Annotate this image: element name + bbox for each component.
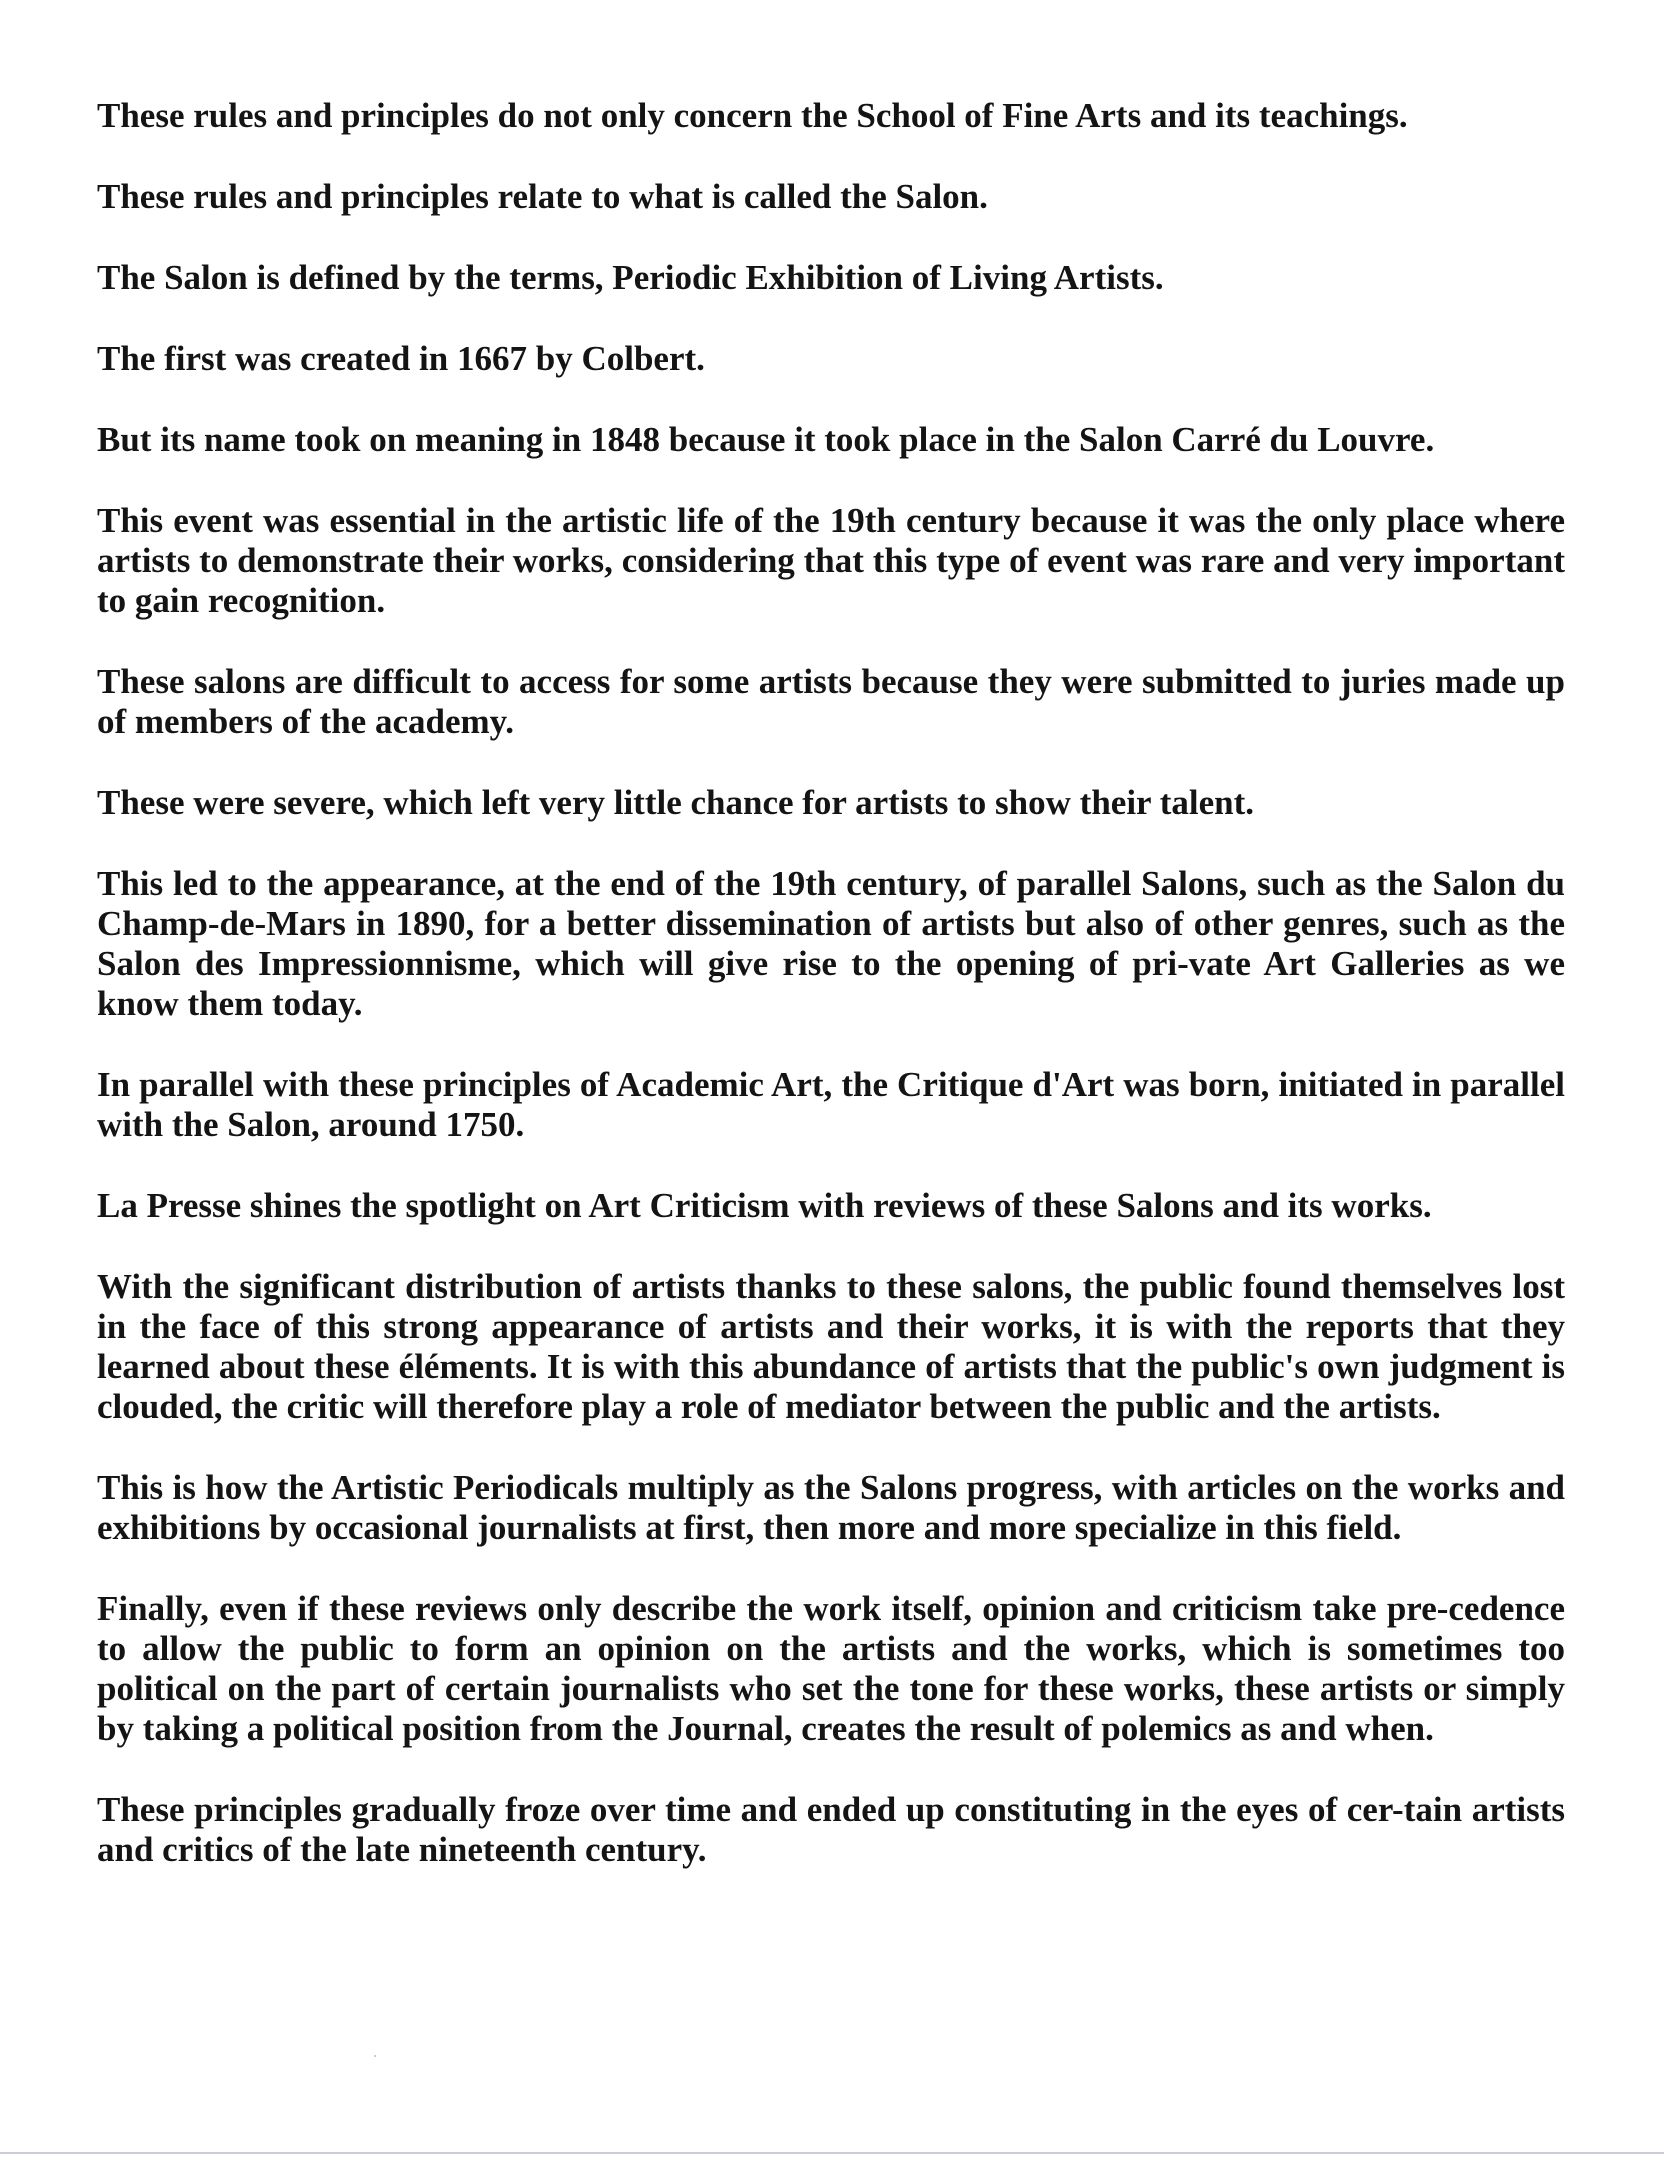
- paragraph-10: In parallel with these principles of Academic Art, the Critique d'Art was born, initiated in parallel with the Salon, around 1750.: [97, 1065, 1565, 1144]
- paragraph-8: These were severe, which left very little chance for artists to show their talent.: [97, 783, 1254, 822]
- paragraph-11: La Presse shines the spotlight on Art Criticism with reviews of these Salons and its works.: [97, 1186, 1432, 1225]
- paragraph-6: This event was essential in the artistic life of the 19th century because it was the only place where artists to demonstrate their works, considering that this type of event was rare and very important to gain recognition.: [97, 501, 1565, 620]
- paragraph-14: Finally, even if these reviews only describe the work itself, opinion and criticism take pre-cedence to allow the public to form an opinion on the artists and the works, which is sometimes too political on the part of certain journalists who set the tone for these works, these artists or simply by taking a political position from the Journal, creates the result of polemics as and when.: [97, 1589, 1565, 1748]
- paragraph-2: These rules and principles relate to what is called the Salon.: [97, 177, 988, 216]
- paragraph-1: These rules and principles do not only concern the School of Fine Arts and its teachings.: [97, 96, 1408, 135]
- paragraph-13: This is how the Artistic Periodicals multiply as the Salons progress, with articles on the works and exhibitions by occasional journalists at first, then more and more specialize in this field.: [97, 1468, 1565, 1547]
- document-body: [97, 96, 1565, 1911]
- paragraph-12: With the significant distribution of artists thanks to these salons, the public found themselves lost in the face of this strong appearance of artists and their works, it is with the reports that they learned about these éléments. It is with this abundance of artists that the public's own judgment is clouded, the critic will therefore play a role of mediator between the public and the artists.: [97, 1267, 1565, 1426]
- paragraph-9: This led to the appearance, at the end of the 19th century, of parallel Salons, such as the Salon du Champ-de-Mars in 1890, for a better dissemination of artists but also of other genres, such as the Salon des Impressionnisme, which will give rise to the opening of pri-vate Art Galleries as we know them today.: [97, 864, 1565, 1023]
- scan-bottom-edge: [0, 2152, 1664, 2154]
- paragraph-5: But its name took on meaning in 1848 because it took place in the Salon Carré du Louvre.: [97, 420, 1435, 459]
- paragraph-7: These salons are difficult to access for some artists because they were submitted to juries made up of members of the academy.: [97, 662, 1565, 741]
- scan-speck: [374, 2055, 376, 2057]
- paragraph-15: These principles gradually froze over time and ended up constituting in the eyes of cer-tain artists and critics of the late nineteenth century.: [97, 1790, 1565, 1869]
- paragraph-3: The Salon is defined by the terms, Periodic Exhibition of Living Artists.: [97, 258, 1164, 297]
- paragraph-4: The first was created in 1667 by Colbert.: [97, 339, 705, 378]
